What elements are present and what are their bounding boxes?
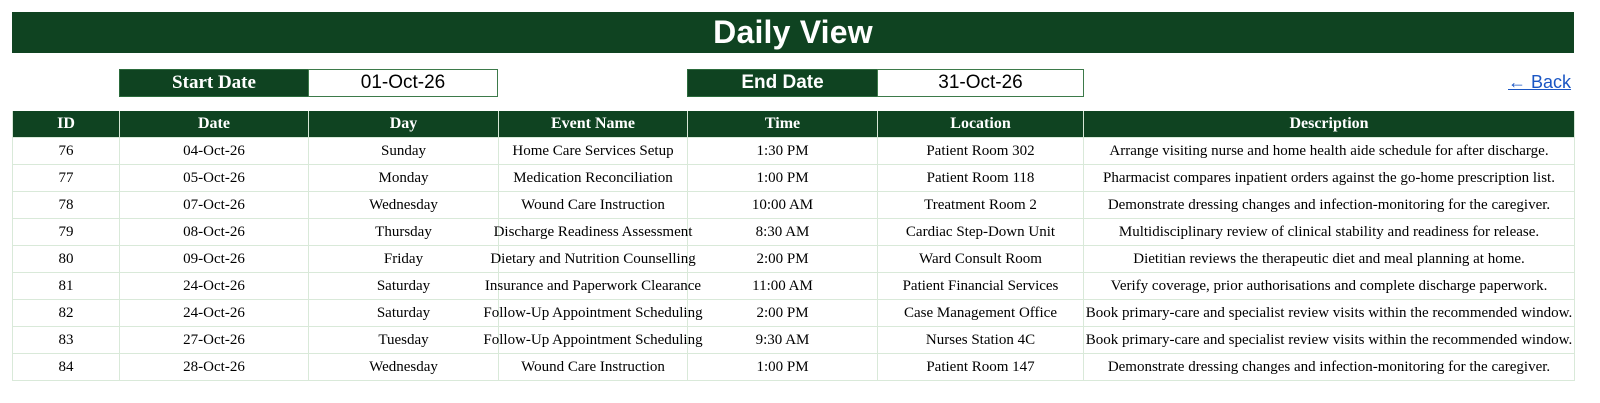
column-header-location[interactable]: Location	[878, 111, 1084, 138]
cell-id-text: 79	[58, 223, 74, 240]
cell-id-wrapper	[13, 278, 119, 295]
cell-description-wrapper	[1084, 197, 1574, 214]
cell-date[interactable]	[120, 165, 309, 192]
cell-event-name-text: Dietary and Nutrition Counselling	[490, 250, 696, 267]
cell-location-wrapper	[878, 305, 1083, 322]
cell-day-wrapper	[309, 251, 498, 268]
cell-description[interactable]	[1084, 327, 1575, 354]
cell-date-text: 27-Oct-26	[183, 331, 245, 348]
cell-time[interactable]	[688, 219, 878, 246]
cell-time-text: 8:30 AM	[755, 223, 810, 240]
cell-id[interactable]	[13, 273, 120, 300]
back-link[interactable]: ← Back	[1508, 72, 1572, 92]
cell-time-text: 9:30 AM	[755, 331, 810, 348]
cell-date-wrapper	[120, 143, 308, 160]
cell-time[interactable]	[688, 246, 878, 273]
column-header-time[interactable]: Time	[688, 111, 878, 138]
cell-event-name-wrapper	[499, 197, 687, 214]
cell-description-text: Demonstrate dressing changes and infection-monitoring for the caregiver.	[1107, 196, 1551, 213]
cell-location-wrapper	[878, 224, 1083, 241]
cell-time-wrapper	[688, 170, 877, 187]
cell-description-text: Dietitian reviews the therapeutic diet and meal planning at home.	[1133, 250, 1525, 267]
cell-location-wrapper	[878, 197, 1083, 214]
cell-id-text: 77	[58, 169, 74, 186]
cell-time-text: 1:30 PM	[756, 142, 809, 159]
cell-date-wrapper	[120, 170, 308, 187]
table-row[interactable]	[13, 219, 1575, 246]
cell-id[interactable]	[13, 246, 120, 273]
cell-id-wrapper	[13, 332, 119, 349]
cell-event-name-wrapper	[490, 250, 696, 268]
cell-event-name-text: Medication Reconciliation	[513, 169, 673, 186]
cell-time-wrapper	[688, 143, 877, 160]
start-date-field[interactable]: 01-Oct-26	[308, 69, 498, 97]
cell-location[interactable]	[878, 246, 1084, 273]
cell-date[interactable]	[120, 192, 309, 219]
cell-event-name-wrapper	[484, 277, 702, 295]
cell-event-name-text: Wound Care Instruction	[521, 358, 665, 375]
cell-description[interactable]	[1084, 219, 1575, 246]
cell-event-name-text: Follow-Up Appointment Scheduling	[483, 331, 703, 348]
table-row[interactable]	[13, 246, 1575, 273]
cell-id[interactable]	[13, 138, 120, 165]
cell-id[interactable]	[13, 354, 120, 381]
column-header-event-name[interactable]: Event Name	[499, 111, 688, 138]
cell-description-text: Pharmacist compares inpatient orders against the go-home prescription list.	[1103, 169, 1555, 186]
cell-day[interactable]	[309, 354, 499, 381]
cell-day[interactable]	[309, 138, 499, 165]
column-header-id[interactable]: ID	[13, 111, 120, 138]
cell-description-wrapper	[1084, 332, 1574, 349]
cell-description-wrapper	[1084, 143, 1574, 160]
cell-day-text: Sunday	[381, 142, 426, 159]
cell-date-wrapper	[120, 359, 308, 376]
cell-description-wrapper	[1084, 305, 1574, 322]
cell-date-text: 04-Oct-26	[183, 142, 245, 159]
cell-location-text: Patient Room 118	[926, 169, 1035, 186]
cell-location-wrapper	[878, 278, 1083, 295]
cell-date-wrapper	[120, 278, 308, 295]
cell-day-text: Monday	[378, 169, 429, 186]
cell-date[interactable]	[120, 300, 309, 327]
events-table	[12, 111, 1575, 381]
cell-description[interactable]	[1084, 300, 1575, 327]
cell-location-text: Patient Financial Services	[902, 277, 1059, 294]
cell-id[interactable]	[13, 327, 120, 354]
cell-event-name-wrapper	[499, 170, 687, 187]
cell-event-name[interactable]	[499, 138, 688, 165]
cell-date-text: 09-Oct-26	[183, 250, 245, 267]
cell-date-wrapper	[120, 224, 308, 241]
cell-time-wrapper	[688, 251, 877, 268]
cell-day[interactable]	[309, 273, 499, 300]
cell-description-wrapper	[1084, 278, 1574, 295]
cell-id-wrapper	[13, 359, 119, 376]
cell-time[interactable]	[688, 354, 878, 381]
cell-time-wrapper	[688, 224, 877, 241]
table-row[interactable]	[13, 165, 1575, 192]
cell-date[interactable]	[120, 273, 309, 300]
cell-event-name[interactable]	[483, 300, 703, 327]
cell-day-wrapper	[309, 170, 498, 187]
table-row[interactable]	[13, 138, 1575, 165]
cell-date-wrapper	[120, 251, 308, 268]
cell-date-text: 07-Oct-26	[183, 196, 245, 213]
table-row[interactable]	[13, 192, 1575, 219]
cell-time-text: 2:00 PM	[756, 304, 809, 321]
cell-event-name-wrapper	[499, 359, 687, 376]
cell-id-text: 80	[58, 250, 74, 267]
cell-description-wrapper	[1084, 359, 1574, 376]
cell-location-text: Ward Consult Room	[919, 250, 1042, 267]
cell-event-name-wrapper	[483, 304, 703, 322]
cell-id[interactable]	[13, 192, 120, 219]
cell-day-wrapper	[309, 143, 498, 160]
cell-day[interactable]	[309, 300, 499, 327]
cell-day-wrapper	[309, 359, 498, 376]
end-date-field[interactable]: 31-Oct-26	[877, 69, 1084, 97]
cell-day-text: Friday	[383, 250, 424, 267]
cell-location[interactable]	[878, 138, 1084, 165]
cell-event-name-wrapper	[483, 331, 703, 349]
cell-id[interactable]	[13, 165, 120, 192]
cell-time-text: 1:00 PM	[756, 169, 809, 186]
cell-description-wrapper	[1084, 251, 1574, 268]
cell-date-wrapper	[120, 332, 308, 349]
cell-location[interactable]	[878, 192, 1084, 219]
cell-time[interactable]	[688, 192, 878, 219]
cell-location-wrapper	[878, 143, 1083, 160]
cell-event-name-text: Wound Care Instruction	[521, 196, 665, 213]
cell-time[interactable]	[688, 165, 878, 192]
cell-event-name-wrapper	[499, 143, 687, 160]
cell-id-text: 76	[58, 142, 74, 159]
cell-description-text: Book primary-care and specialist review visits within the recommended window.	[1085, 331, 1573, 348]
cell-day[interactable]	[309, 192, 499, 219]
cell-day[interactable]	[309, 165, 499, 192]
cell-id-wrapper	[13, 197, 119, 214]
table-header-row	[13, 111, 1575, 138]
cell-date-text: 05-Oct-26	[183, 169, 245, 186]
cell-id-wrapper	[13, 224, 119, 241]
cell-time-wrapper	[688, 332, 877, 349]
cell-event-name[interactable]	[483, 327, 703, 354]
cell-day-text: Wednesday	[369, 196, 438, 213]
cell-date[interactable]	[120, 327, 309, 354]
cell-day-text: Saturday	[376, 277, 431, 294]
cell-description-text: Book primary-care and specialist review visits within the recommended window.	[1085, 304, 1573, 321]
cell-event-name[interactable]	[484, 273, 702, 300]
cell-date-text: 24-Oct-26	[183, 277, 245, 294]
cell-time-wrapper	[688, 305, 877, 322]
cell-location[interactable]	[878, 300, 1084, 327]
cell-day-wrapper	[309, 278, 498, 295]
column-header-date[interactable]: Date	[120, 111, 309, 138]
cell-date[interactable]	[120, 219, 309, 246]
cell-location-wrapper	[878, 359, 1083, 376]
cell-id-text: 84	[58, 358, 74, 375]
cell-date[interactable]	[120, 246, 309, 273]
cell-location[interactable]	[878, 165, 1084, 192]
column-header-day[interactable]: Day	[309, 111, 499, 138]
cell-day-text: Saturday	[376, 304, 431, 321]
cell-location-text: Cardiac Step-Down Unit	[905, 223, 1056, 240]
table-row[interactable]	[13, 327, 1575, 354]
cell-description[interactable]	[1084, 165, 1575, 192]
end-date-label: End Date	[687, 69, 878, 97]
cell-location-wrapper	[878, 332, 1083, 349]
cell-day-wrapper	[309, 332, 498, 349]
cell-event-name[interactable]	[499, 354, 688, 381]
cell-location[interactable]	[878, 354, 1084, 381]
cell-time-wrapper	[688, 197, 877, 214]
cell-time-text: 11:00 AM	[752, 277, 813, 294]
column-header-description[interactable]: Description	[1084, 111, 1575, 138]
cell-description[interactable]	[1084, 354, 1575, 381]
cell-day-wrapper	[309, 197, 498, 214]
cell-event-name[interactable]	[493, 219, 693, 246]
table-row[interactable]	[13, 273, 1575, 300]
cell-day-wrapper	[309, 305, 498, 322]
cell-day-text: Wednesday	[369, 358, 438, 375]
cell-location-wrapper	[878, 170, 1083, 187]
cell-date-text: 08-Oct-26	[183, 223, 245, 240]
cell-event-name-wrapper	[493, 223, 693, 241]
cell-location-text: Nurses Station 4C	[925, 331, 1036, 348]
cell-description-text: Verify coverage, prior authorisations and complete discharge paperwork.	[1110, 277, 1548, 294]
cell-description[interactable]	[1084, 273, 1575, 300]
cell-event-name[interactable]	[490, 246, 696, 273]
cell-day-wrapper	[309, 224, 498, 241]
cell-date-wrapper	[120, 197, 308, 214]
cell-time-text: 1:00 PM	[756, 358, 809, 375]
page-title: Daily View	[12, 12, 1574, 53]
cell-id-text: 81	[58, 277, 74, 294]
cell-description-wrapper	[1084, 224, 1574, 241]
cell-day[interactable]	[309, 219, 499, 246]
cell-id-wrapper	[13, 143, 119, 160]
cell-time[interactable]	[688, 138, 878, 165]
cell-time-wrapper	[688, 278, 877, 295]
cell-time-text: 10:00 AM	[751, 196, 814, 213]
cell-time[interactable]	[688, 327, 878, 354]
cell-location-wrapper	[878, 251, 1083, 268]
cell-location-text: Patient Room 147	[926, 358, 1035, 375]
cell-date-text: 28-Oct-26	[183, 358, 245, 375]
cell-id-wrapper	[13, 305, 119, 322]
cell-description-text: Arrange visiting nurse and home health aide schedule for after discharge.	[1109, 142, 1549, 159]
cell-day[interactable]	[309, 246, 499, 273]
table-row[interactable]	[13, 354, 1575, 381]
cell-time-text: 2:00 PM	[756, 250, 809, 267]
cell-id[interactable]	[13, 219, 120, 246]
cell-location-text: Case Management Office	[904, 304, 1057, 321]
cell-id-wrapper	[13, 170, 119, 187]
cell-description-text: Demonstrate dressing changes and infection-monitoring for the caregiver.	[1107, 358, 1551, 375]
cell-day-text: Tuesday	[378, 331, 429, 348]
cell-event-name-text: Insurance and Paperwork Clearance	[484, 277, 702, 294]
cell-date[interactable]	[120, 354, 309, 381]
cell-description[interactable]	[1084, 138, 1575, 165]
cell-location-text: Treatment Room 2	[924, 196, 1037, 213]
cell-event-name-text: Discharge Readiness Assessment	[493, 223, 693, 240]
cell-location[interactable]	[878, 327, 1084, 354]
cell-location-text: Patient Room 302	[926, 142, 1035, 159]
cell-description[interactable]	[1084, 246, 1575, 273]
cell-time-wrapper	[688, 359, 877, 376]
cell-date-text: 24-Oct-26	[183, 304, 245, 321]
cell-time[interactable]	[688, 300, 878, 327]
cell-id-wrapper	[13, 251, 119, 268]
cell-description[interactable]	[1084, 192, 1575, 219]
cell-day-text: Thursday	[375, 223, 432, 240]
cell-event-name[interactable]	[499, 165, 688, 192]
cell-location[interactable]	[878, 219, 1084, 246]
cell-id-text: 78	[58, 196, 74, 213]
cell-id-text: 82	[58, 304, 74, 321]
table-row[interactable]	[13, 300, 1575, 327]
cell-description-wrapper	[1084, 170, 1574, 187]
table-body	[13, 138, 1575, 381]
cell-id[interactable]	[13, 300, 120, 327]
cell-date-wrapper	[120, 305, 308, 322]
cell-event-name-text: Home Care Services Setup	[512, 142, 674, 159]
cell-event-name[interactable]	[499, 192, 688, 219]
start-date-label: Start Date	[119, 69, 309, 97]
cell-time[interactable]	[688, 273, 878, 300]
cell-date[interactable]	[120, 138, 309, 165]
cell-day[interactable]	[309, 327, 499, 354]
cell-description-text: Multidisciplinary review of clinical stability and readiness for release.	[1118, 223, 1540, 240]
cell-event-name-text: Follow-Up Appointment Scheduling	[483, 304, 703, 321]
cell-id-text: 83	[58, 331, 74, 348]
cell-location[interactable]	[878, 273, 1084, 300]
